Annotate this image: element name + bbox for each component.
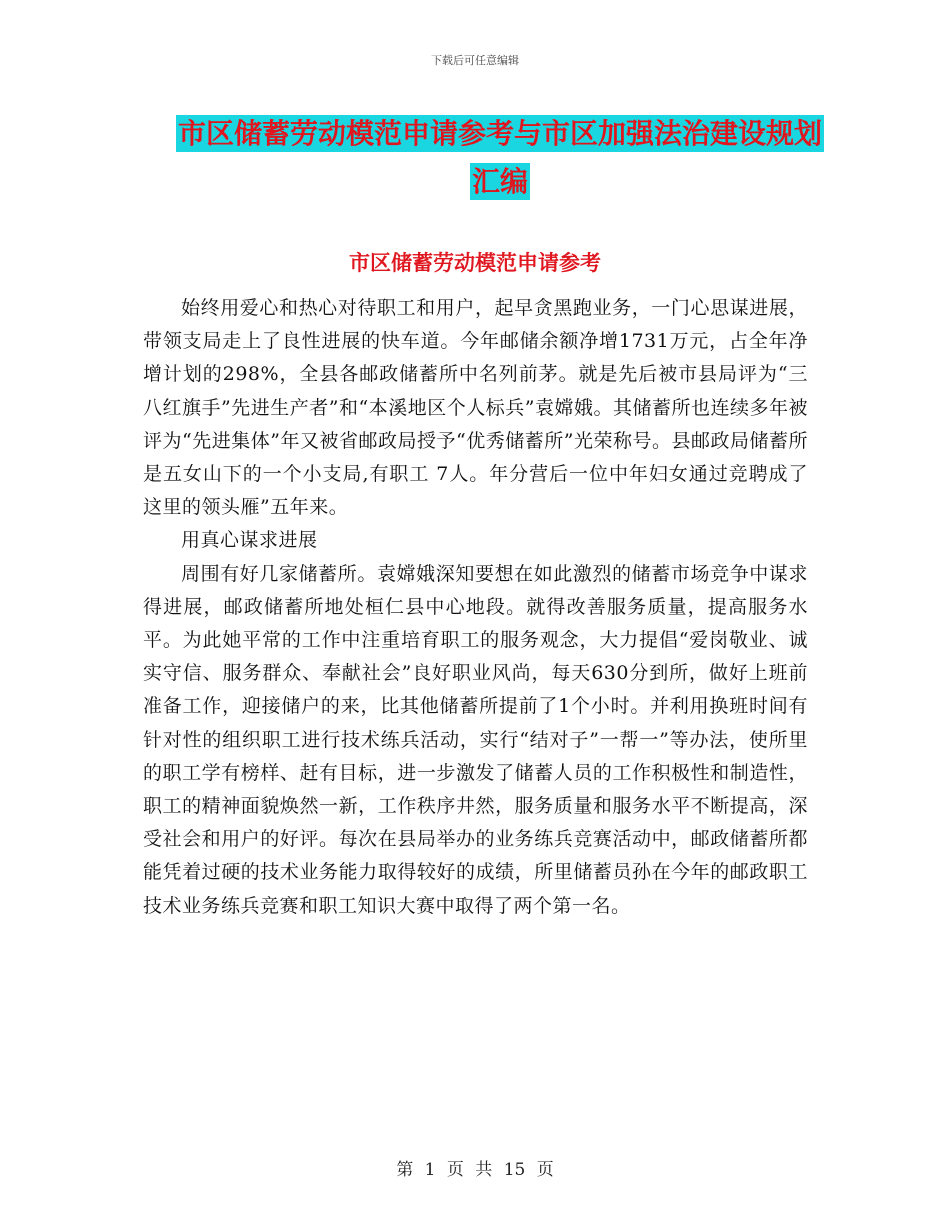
body-paragraph: 周围有好几家储蓄所。袁嫦娥深知要想在如此激烈的储蓄市场竞争中谋求得进展，邮政储蓄所地处桓仁县中心地段。就得改善服务质量，提高服务水平。为此她平常的工作中注重培育职工的服务观念，大力提倡“爱岗敬业、诚实守信、服务群众、奉献社会”良好职业风尚，每天630分到所，做好上班前准备工作，迎接储户的来，比其他储蓄所提前了1个小时。并利用换班时间有针对性的组织职工进行技术练兵活动，实行“结对子”一帮一”等办法，使所里的职工学有榜样、赶有目标，进一步激发了储蓄人员的工作积极性和制造性，职工的精神面貌焕然一新，工作秩序井然，服务质量和服务水平不断提高，深受社会和用户的好评。每次在县局举办的业务练兵竞赛活动中，邮政储蓄所都能凭着过硬的技术业务能力取得较好的成绩，所里储蓄员孙在今年的邮政职工技术业务练兵竞赛和职工知识大赛中取得了两个第一名。 [143,562,808,917]
body-paragraph: 始终用爱心和热心对待职工和用户，起早贪黑跑业务，一门心思谋进展，带领支局走上了良性进展的快车道。今年邮储余额净增1731万元，占全年净增计划的298%，全县各邮政储蓄所中名列前茅。就是先后被市县局评为“三八红旗手”先进生产者”和“本溪地区个人标兵”袁嫦娥。其储蓄所也连续多年被评为“先进集体”年又被省邮政局授予“优秀储蓄所”光荣称号。县邮政局储蓄所是五女山下的一个小支局,有职工 7人。年分营后一位中年妇女通过竞聘成了这里的领头雁”五年来。 [143,297,808,519]
document-title [140,110,860,206]
document-title-line2: 汇编 [471,165,528,198]
section-title: 市区储蓄劳动模范申请参考 [349,251,601,275]
body-paragraph-heading: 用真心谋求进展 [181,529,318,552]
page-header-note: 下载后可任意编辑 [431,54,519,67]
document-body [143,292,808,923]
page-footer: 第 1 页 共 15 页 [396,1160,554,1180]
document-title-line1: 市区储蓄劳动模范申请参考与市区加强法治建设规划 [177,117,822,150]
